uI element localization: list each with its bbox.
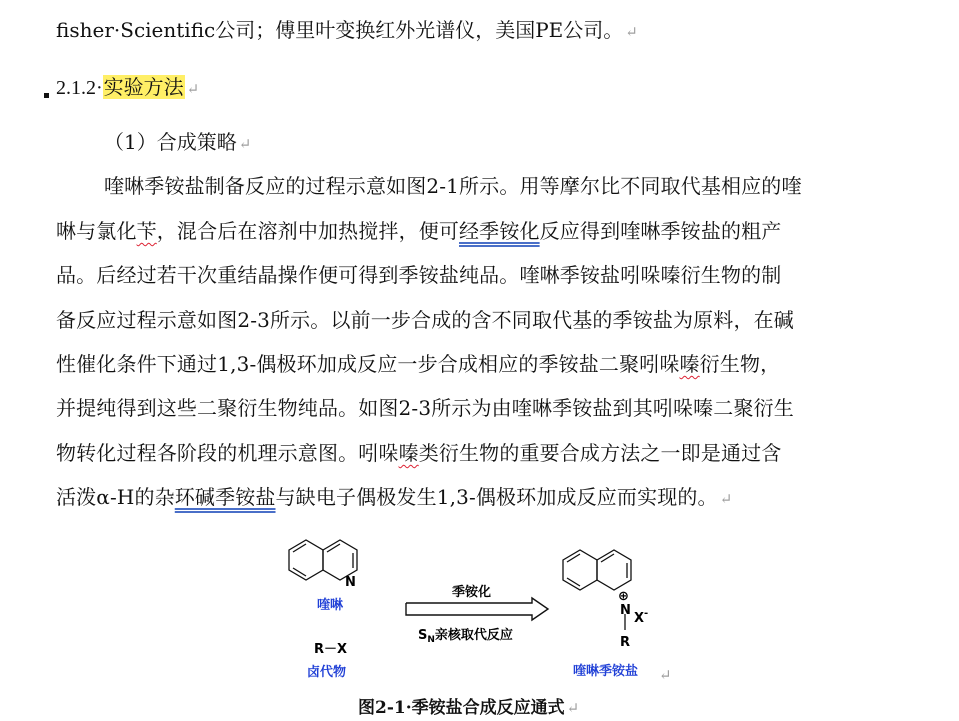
heading-bullet-icon — [44, 93, 49, 98]
paragraph-line — [56, 349, 780, 379]
paragraph-line-text: 反应得到喹啉季铵盐的粗产 — [539, 219, 782, 243]
figure-caption — [358, 696, 579, 720]
quinolinium-salt-label: 喹啉季铵盐 — [573, 664, 639, 679]
reaction-arrow-icon — [406, 598, 548, 620]
positive-charge-icon: ⊕ — [618, 589, 629, 604]
spellcheck-flagged-word[interactable]: 嗪 — [398, 441, 419, 465]
text-line — [56, 15, 638, 47]
paragraph-line — [56, 438, 781, 468]
paragraph-line-text: 物转化过程各阶段的机理示意图。吲哚 — [56, 441, 399, 465]
heading-text: 实验方法 — [103, 75, 184, 99]
paragraph-line-text: 衍生物， — [699, 352, 781, 376]
caption-text: 图2-1·季铵盐合成反应通式 — [358, 698, 565, 718]
text-content: fisher·Scientific公司；傅里叶变换红外光谱仪，美国PE公司。 — [56, 18, 624, 42]
paragraph-line-text: 与缺电子偶极发生1,3-偶极环加成反应而实现的。 — [275, 485, 718, 509]
paragraph-line-text: 性催化条件下通过1,3-偶极环加成反应一步合成相应的季铵盐二聚吲哚 — [56, 352, 680, 376]
grammar-flagged-phrase[interactable]: 经季铵化 — [459, 219, 540, 243]
section-heading — [56, 72, 199, 104]
paragraph-line — [56, 216, 781, 246]
quinoline-label: 喹啉 — [317, 598, 344, 613]
paragraph-line — [104, 171, 802, 201]
paragraph-mark-icon: ↵ — [566, 699, 580, 717]
paragraph-line-text: 备反应过程示意如图2-3所示。以前一步合成的含不同取代基的季铵盐为原料，在碱 — [56, 308, 794, 332]
spellcheck-flagged-word[interactable]: 嗪 — [679, 352, 700, 376]
paragraph-mark-icon: ↵ — [659, 666, 672, 684]
paragraph-line — [56, 393, 794, 423]
paragraph-line-text: 啉与氯化 — [56, 219, 137, 243]
heading-number: 2.1.2· — [56, 77, 103, 99]
reagent-formula: R－X — [314, 642, 348, 657]
paragraph-line — [56, 305, 794, 335]
arrow-bottom-label: $S_N$亲核取代反应 — [418, 628, 513, 645]
substituent-r-label: R — [620, 635, 631, 650]
paragraph-line-text: 喹啉季铵盐制备反应的过程示意如图2-1所示。用等摩尔比不同取代基相应的喹 — [104, 174, 802, 198]
paragraph-line-text: ，混合后在溶剂中加热搅拌，便可 — [156, 219, 460, 243]
paragraph-line-text: 活泼α-H的杂 — [56, 485, 175, 509]
grammar-flagged-phrase[interactable]: 环碱季铵盐 — [174, 485, 276, 509]
counterion-label: X- — [634, 608, 649, 626]
arrow-top-label: 季铵化 — [452, 585, 492, 600]
paragraph-mark-icon: ↵ — [625, 23, 638, 41]
subheading-text: （1）合成策略 — [104, 130, 237, 154]
paragraph-line-text: 并提纯得到这些二聚衍生物纯品。如图2-3所示为由喹啉季铵盐到其吲哚嗪二聚衍生 — [56, 396, 794, 420]
reaction-scheme-figure — [270, 522, 690, 692]
subheading — [104, 127, 251, 159]
halide-label: 卤代物 — [307, 665, 347, 680]
paragraph-mark-icon: ↵ — [238, 135, 252, 153]
paragraph-line-text: 品。后经过若干次重结晶操作便可得到季铵盐纯品。喹啉季铵盐吲哚嗪衍生物的制 — [56, 263, 782, 287]
quinoline-structure-icon — [289, 540, 357, 580]
nitrogen-cation-label: N — [620, 603, 631, 618]
paragraph-line — [56, 260, 781, 290]
nitrogen-label: N — [345, 575, 356, 590]
paragraph-mark-icon: ↵ — [719, 490, 733, 508]
paragraph-line-text: 类衍生物的重要合成方法之一即是通过含 — [418, 441, 782, 465]
paragraph-mark-icon: ↵ — [186, 80, 200, 98]
paragraph-line — [56, 482, 732, 514]
spellcheck-flagged-word[interactable]: 苄 — [136, 219, 157, 243]
